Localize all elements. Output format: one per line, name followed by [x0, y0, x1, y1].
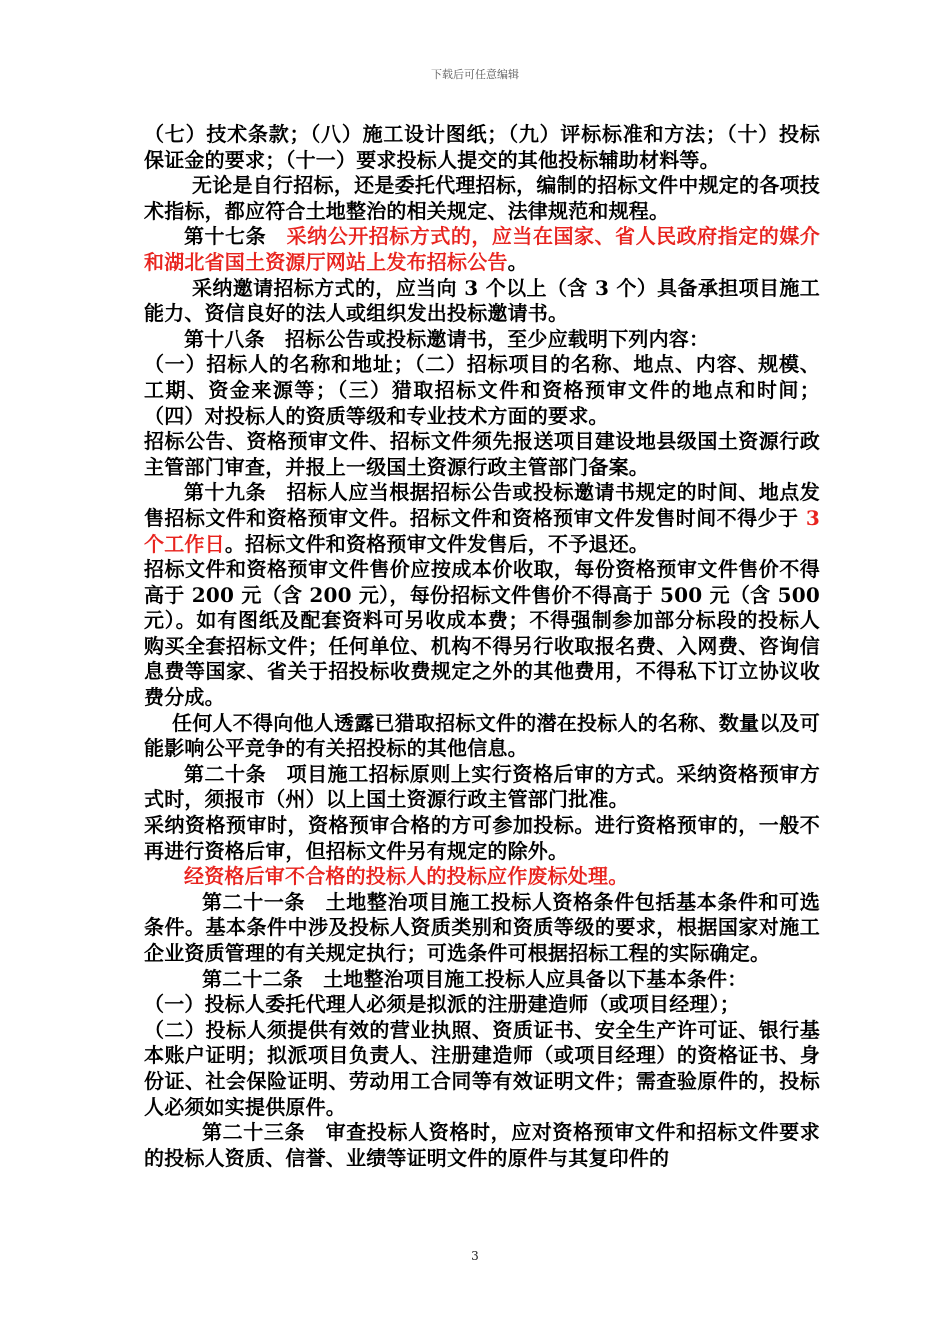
document-body	[144, 122, 820, 1171]
highlighted-paragraph: 经资格后审不合格的投标人的投标应作废标处理。	[184, 864, 629, 889]
paragraph: 任何人不得向他人透露已猎取招标文件的潜在投标人的名称、数量以及可能影响公平竞争的有关招投标的其他信息。	[144, 710, 820, 761]
article-18: 第十八条 招标公告或投标邀请书，至少应载明下列内容：	[184, 326, 710, 351]
article-23: 第二十三条 审查投标人资格时，应对资格预审文件和招标文件要求的投标人资质、信誉、业绩等证明文件的原件与其复印件的	[144, 1120, 820, 1170]
paragraph: 招标文件和资格预审文件售价应按成本价收取，每份资格预审文件售价不得高于 200 元（含 200 元），每份招标文件售价不得高于 500 元（含 500 元）。如有图纸及配套资料可另收成本费；不得强制参加部分标段的投标人购买全套招标文件；任何单位、机构不得另行收取报名费、入网费、咨询信息费等国家、省关于招投标收费规定之外的其他费用，不得私下订立协议收费分成。	[144, 557, 820, 710]
article-20: 第二十条 项目施工招标原则上实行资格后审的方式。采纳资格预审方式时，须报市（州）以上国土资源行政主管部门批准。	[144, 761, 820, 812]
article-heading: 第十七条	[184, 224, 287, 249]
article-21: 第二十一条 土地整治项目施工投标人资格条件包括基本条件和可选条件。基本条件中涉及投标人资质类别和资质等级的要求，根据国家对施工企业资质管理的有关规定执行；可选条件可根据招标工程的实际确定。	[144, 889, 820, 965]
article-19	[144, 480, 820, 557]
paragraph: （七）技术条款；（八）施工设计图纸；（九）评标标准和方法；（十）投标保证金的要求；（十一）要求投标人提交的其他投标辅助材料等。	[144, 122, 820, 172]
article-text: 第十九条 招标人应当根据招标公告或投标邀请书规定的时间、地点发售招标文件和资格预审文件。招标文件和资格预审文件发售时间不得少于	[144, 480, 820, 530]
article-text: 。招标文件和资格预审文件发售后，不予退还。	[224, 531, 650, 556]
highlighted-text: 采纳公开招标方式的，应当在国家、省人民政府指定的媒介和湖北省国土资源厅网站上发布招标公告	[144, 224, 821, 274]
page-number: 3	[471, 1249, 479, 1263]
paragraph: （二）投标人须提供有效的营业执照、资质证书、安全生产许可证、银行基本账户证明；拟派项目负责人、注册建造师（或项目经理）的资格证书、身份证、社会保险证明、劳动用工合同等有效证明文件；需查验原件的，投标人必须如实提供原件。	[144, 1017, 820, 1119]
paragraph: 采纳邀请招标方式的，应当向 3 个以上（含 3 个）具备承担项目施工能力、资信良好的法人或组织发出投标邀请书。	[144, 275, 820, 326]
paragraph: 无论是自行招标，还是委托代理招标，编制的招标文件中规定的各项技术指标，都应符合土地整治的相关规定、法律规范和规程。	[144, 173, 820, 223]
paragraph: （一）招标人的名称和地址；（二）招标项目的名称、地点、内容、规模、工期、资金来源等；（三）猎取招标文件和资格预审文件的地点和时间；（四）对投标人的资质等级和专业技术方面的要求。	[144, 352, 820, 428]
article-17	[144, 224, 820, 275]
article-22: 第二十二条 土地整治项目施工投标人应具备以下基本条件：	[202, 966, 748, 991]
paragraph: 采纳资格预审时，资格预审合格的方可参加投标。进行资格预审的，一般不再进行资格后审，但招标文件另有规定的除外。	[144, 813, 820, 863]
paragraph-end: 。	[507, 249, 528, 274]
paragraph: （一）投标人委托代理人必须是拟派的注册建造师（或项目经理）；	[144, 992, 740, 1017]
page-header: 下载后可任意编辑	[431, 68, 519, 81]
highlighted-text: 3 个工作日	[144, 505, 820, 556]
paragraph: 招标公告、资格预审文件、招标文件须先报送项目建设地县级国土资源行政主管部门审查，并报上一级国土资源行政主管部门备案。	[144, 429, 820, 479]
